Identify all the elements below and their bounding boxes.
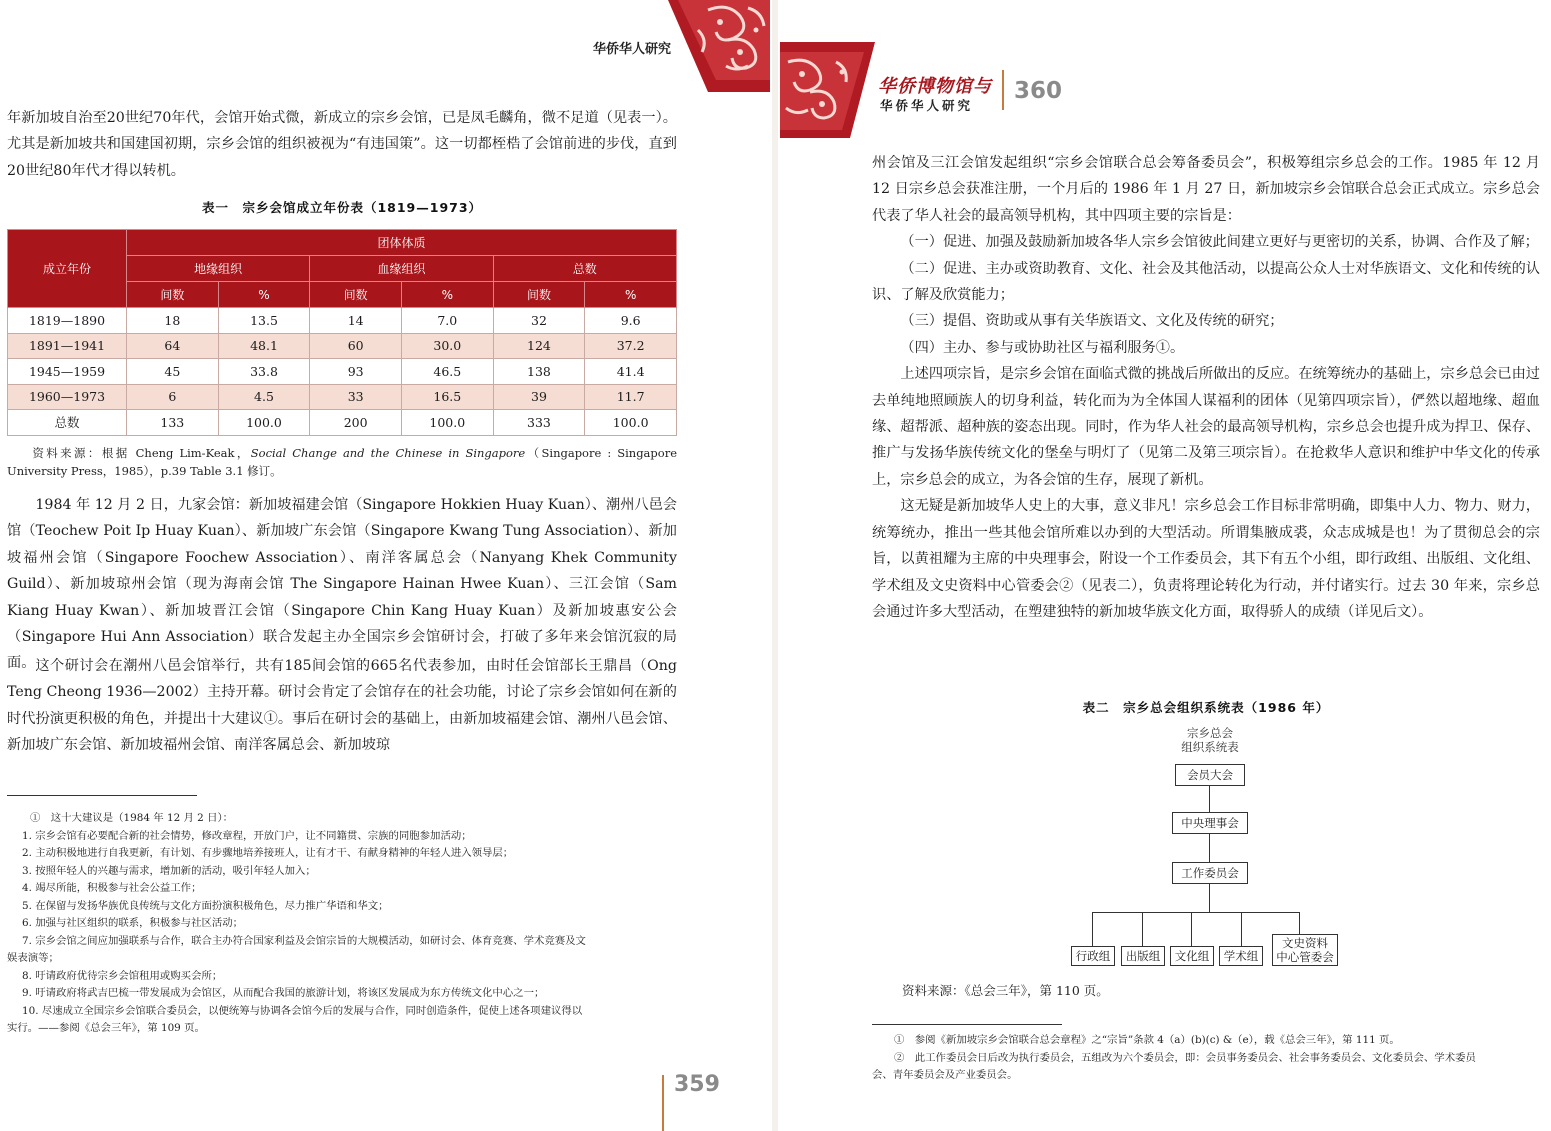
- table-cell: 200: [310, 410, 402, 436]
- source-suffix: （Singapore : Singapore University Press，1985），p.39 Table 3.1 修订。: [7, 446, 678, 478]
- footnotes: [7, 810, 677, 1038]
- unit-pct: %: [585, 282, 677, 308]
- page-number-right: 360: [1014, 78, 1063, 104]
- intro-paragraph: [7, 105, 677, 184]
- paragraph-text: 这个研讨会在潮州八邑会馆举行，共有185间会馆的665名代表参加，由时任会馆部长王鼎昌（Ong Teng Cheong 1936—2002）主持开幕。研讨会肯定了会馆存在的社会功能，讨论了宗乡会馆如何在新的时代扮演更积极的角色，并提出十大建议①。事后在研讨会的基础上，由新加坡福建会馆、潮州八邑会馆、新加坡广东会馆、新加坡福州会馆、南洋客属总会、新加坡琼: [7, 658, 677, 754]
- footnote-line: 4. 竭尽所能，积极参与社会公益工作；: [22, 882, 202, 894]
- page-number-left: 359: [674, 1072, 720, 1097]
- sub-header-clan: 血缘组织: [310, 256, 493, 282]
- org-box-work-committee: 工作委员会: [1172, 862, 1248, 884]
- org-connector: [1241, 912, 1242, 946]
- paragraph-text: 1984 年 12 月 2 日，九家会馆：新加坡福建会馆（Singapore Hokkien Huay Kuan）、潮州八邑会馆（Teochew Poit Ip Huay Kuan）、新加坡广东会馆（Singapore Kwang Tung Association）、新加坡福州会馆（Singapore Foochew Association）、南洋客属总会（Nanyang Khek Community Guild）、新加坡琼州会馆（现为海南会馆 The Singapore Hainan Hwee Kuan）、三江会馆（Sam Kiang Huay Kwan）、新加坡晋江会馆（Singapore Chin Kang Huay Kuan）及新加坡惠安公会（Singapore Hui Ann Association）联合发起主办全国宗乡会馆研讨会，打破了多年来会馆沉寂的局面。: [7, 497, 677, 672]
- table-cell: 41.4: [585, 359, 677, 385]
- org-box-culture: 文化组: [1170, 946, 1214, 966]
- unit-count: 间数: [310, 282, 402, 308]
- table-cell: 39: [493, 384, 585, 410]
- footnote-line: 娱表演等；: [7, 952, 59, 964]
- running-head: 华侨华人研究: [593, 42, 672, 57]
- paragraph-text: 上述四项宗旨，是宗乡会馆在面临式微的挑战后所做出的反应。在统筹统办的基础上，宗乡总会已由过去单纯地照顾族人的切身利益，转化而为为全体国人谋福利的团体（见第四项宗旨），俨然以超地缘、超血缘、超帮派、超种族的姿态出现。同时，作为华人社会的最高领导机构，宗乡总会也提升成为捍卫、保存、推广与发扬华族传统文化的堡垒与明灯了（见第二及第三项宗旨）。在抢救华人意识和维护中华文化的传承上，宗乡总会的成立，为各会馆的生存，展现了新机。: [872, 366, 1540, 488]
- cloud-pattern-ornament-icon: [668, 0, 770, 92]
- table-cell: 45: [127, 359, 219, 385]
- table1-source: [7, 444, 677, 480]
- table-cell: 124: [493, 333, 585, 359]
- table-cell: 1819—1890: [8, 308, 127, 334]
- footnote-rule: [7, 795, 197, 796]
- org-connector: [1092, 912, 1093, 946]
- footnote-line: ① 参阅《新加坡宗乡会馆联合总会章程》之“宗旨”条款 4（a）(b)(c) &（e），载《总会三年》，第 111 页。: [894, 1034, 1400, 1046]
- org-connector: [1092, 912, 1299, 913]
- org-box-admin: 行政组: [1071, 946, 1115, 966]
- page-left: [0, 0, 770, 1131]
- org-connector: [1191, 912, 1192, 946]
- footnote-line: 5. 在保留与发扬华族优良传统与文化方面扮演积极角色，尽力推广华语和华文；: [22, 899, 389, 912]
- unit-pct: %: [401, 282, 493, 308]
- aim-item: （三）提倡、资助或从事有关华族语文、文化及传统的研究；: [900, 313, 1284, 330]
- source-prefix: 资料来源：根据 Cheng Lim-Keak，: [30, 446, 251, 460]
- paragraph-text: 州会馆及三江会馆发起组织“宗乡会馆联合总会筹备委员会”，积极筹组宗乡总会的工作。1985 年 12 月 12 日宗乡总会获准注册，一个月后的 1986 年 1 月 27 日，新加坡宗乡会馆联合总会正式成立。宗乡总会代表了华人社会的最高领导机构，其中四项主要的宗旨是：: [872, 155, 1540, 224]
- table-cell: 100.0: [218, 410, 310, 436]
- table-cell: 总数: [8, 410, 127, 436]
- table-cell: 37.2: [585, 333, 677, 359]
- table-cell: 64: [127, 333, 219, 359]
- table-cell: 48.1: [218, 333, 310, 359]
- page-right: [780, 0, 1551, 1131]
- table-cell: 138: [493, 359, 585, 385]
- table-cell: 33.8: [218, 359, 310, 385]
- footnote-rule: [872, 1024, 1062, 1025]
- aim-item: （四）主办、参与或协助社区与福利服务①。: [900, 339, 1185, 356]
- caption-line: 宗乡总会: [1187, 726, 1233, 740]
- table-cell: 16.5: [401, 384, 493, 410]
- org-box-publishing: 出版组: [1121, 946, 1165, 966]
- org-box-academic: 学术组: [1219, 946, 1263, 966]
- table1: [7, 229, 677, 436]
- org-chart-caption: [1150, 726, 1270, 754]
- table-cell: 93: [310, 359, 402, 385]
- folio-bar: [1002, 70, 1004, 110]
- footnotes: [872, 1032, 1540, 1085]
- group-header: 团体体质: [127, 230, 677, 256]
- unit-count: 间数: [493, 282, 585, 308]
- org-connector: [1299, 912, 1300, 934]
- table-row: [8, 308, 677, 334]
- org-connector: [1209, 786, 1210, 812]
- table-cell: 100.0: [401, 410, 493, 436]
- brand-subtitle: 华侨华人研究: [880, 98, 974, 113]
- footnote-line: 2. 主动积极地进行自我更新，有计划、有步骤地培养接班人，让有才干、有献身精神的年轻人进入领导层；: [22, 847, 514, 859]
- table-cell: 46.5: [401, 359, 493, 385]
- org-connector: [1209, 884, 1210, 912]
- table-cell: 1945—1959: [8, 359, 127, 385]
- org-box-archives: [1272, 934, 1338, 966]
- org-box-line: 文史资料: [1282, 936, 1328, 950]
- table-cell: 1891—1941: [8, 333, 127, 359]
- intro-text: 年新加坡自治至20世纪70年代，会馆开始式微，新成立的宗乡会馆，已是凤毛麟角，微不足道（见表一）。尤其是新加坡共和国建国初期，宗乡会馆的组织被视为“有违国策”。这一切都桎梏了会馆前进的步伐，直到20世纪80年代才得以转机。: [7, 110, 677, 179]
- table-cell: 6: [127, 384, 219, 410]
- org-box-general-assembly: 会员大会: [1175, 764, 1245, 786]
- sub-header-geo: 地缘组织: [127, 256, 310, 282]
- paragraph-text: 这无疑是新加坡华人史上的大事，意义非凡！宗乡总会工作目标非常明确，即集中人力、物力、财力，统筹统办，推出一些其他会馆所难以办到的大型活动。所谓集腋成裘，众志成城是也！为了贯彻总会的宗旨，以黄祖耀为主席的中央理事会，附设一个工作委员会，其下有五个小组，即行政组、出版组、文化组、学术组及文史资料中心管委会②（见表二），负责将理论转化为行动，并付诸实行。过去 30 年来，宗乡总会通过许多大型活动，在塑建独特的新加坡华族文化方面，取得骄人的成绩（详见后文）。: [872, 498, 1540, 620]
- footnote-line: 9. 吁请政府将武吉巴梳一带发展成为会馆区，从而配合我国的旅游计划，将该区发展成为东方传统文化中心之一；: [22, 987, 545, 999]
- org-box-line: 中心管委会: [1276, 950, 1334, 964]
- table2-title: 表二 宗乡总会组织系统表（1986 年）: [1082, 700, 1330, 715]
- footnote-line: 6. 加强与社区组织的联系，积极参与社区活动；: [22, 917, 244, 929]
- footnote-line: 会、青年委员会及产业委员会。: [872, 1069, 1018, 1081]
- table-row-total: [8, 410, 677, 436]
- table-row: [8, 384, 677, 410]
- footnote-line: 8. 吁请政府优待宗乡会馆租用或购买会所；: [22, 969, 223, 982]
- org-box-central-council: 中央理事会: [1172, 812, 1248, 834]
- table-cell: 32: [493, 308, 585, 334]
- org-connector: [1209, 834, 1210, 862]
- footnote-line: 1. 宗乡会馆有必要配合新的社会情势，修改章程，开放门户，让不同籍贯、宗族的同胞参加活动；: [22, 829, 472, 842]
- caption-line: 组织系统表: [1181, 740, 1239, 754]
- footnote-line: ① 这十大建议是（1984 年 12 月 2 日）：: [30, 812, 234, 824]
- sub-header-total: 总数: [493, 256, 676, 282]
- footnote-line: 实行。——参阅《总会三年》，第 109 页。: [7, 1022, 205, 1034]
- table-cell: 9.6: [585, 308, 677, 334]
- table-cell: 33: [310, 384, 402, 410]
- table-cell: 7.0: [401, 308, 493, 334]
- table-cell: 13.5: [218, 308, 310, 334]
- footnote-line: 7. 宗乡会馆之间应加强联系与合作，联合主办符合国家利益及会馆宗旨的大规模活动，如研讨会、体育竞赛、学术竞赛及文: [22, 934, 586, 947]
- body-paragraph-1: [872, 150, 1540, 625]
- aim-item: （一）促进、加强及鼓励新加坡各华人宗乡会馆彼此间建立更好与更密切的关系，协调、合作及了解；: [900, 234, 1539, 251]
- table-cell: 30.0: [401, 333, 493, 359]
- body-paragraph-2: [7, 492, 677, 677]
- table-cell: 14: [310, 308, 402, 334]
- table-cell: 100.0: [585, 410, 677, 436]
- footnote-line: ② 此工作委员会日后改为执行委员会，五组改为六个委员会，即：会员事务委员会、社会事务委员会、文化委员会、学术委员: [894, 1051, 1476, 1064]
- table-row: [8, 359, 677, 385]
- gutter: [772, 0, 778, 1131]
- table-cell: 333: [493, 410, 585, 436]
- body-paragraph-3: [7, 653, 677, 759]
- org-connector: [1142, 912, 1143, 946]
- table-cell: 60: [310, 333, 402, 359]
- source-title: Social Change and the Chinese in Singapore: [250, 446, 526, 460]
- table-cell: 1960—1973: [8, 384, 127, 410]
- unit-count: 间数: [127, 282, 219, 308]
- footnote-line: 3. 按照年轻人的兴趣与需求，增加新的活动，吸引年轻人加入；: [22, 864, 316, 877]
- aim-item: （二）促进、主办或资助教育、文化、社会及其他活动，以提高公众人士对华族语文、文化和传统的认识、了解及欣赏能力；: [872, 260, 1540, 304]
- col-year-header: 成立年份: [8, 230, 127, 308]
- cloud-pattern-ornament-icon: [780, 42, 875, 138]
- unit-pct: %: [218, 282, 310, 308]
- table-row: [8, 333, 677, 359]
- table-cell: 133: [127, 410, 219, 436]
- table2-source: 资料来源：《总会三年》，第 110 页。: [902, 983, 1109, 998]
- table-cell: 4.5: [218, 384, 310, 410]
- table-cell: 18: [127, 308, 219, 334]
- table1-title: 表一 宗乡会馆成立年份表（1819—1973）: [201, 200, 483, 215]
- brand-title: 华侨博物馆与: [878, 76, 992, 97]
- footnote-line: 10. 尽速成立全国宗乡会馆联合委员会，以便统筹与协调各会馆今后的发展与合作，同时创造条件，促使上述各项建议得以: [22, 1004, 583, 1017]
- table-cell: 11.7: [585, 384, 677, 410]
- folio-bar: [662, 1075, 664, 1131]
